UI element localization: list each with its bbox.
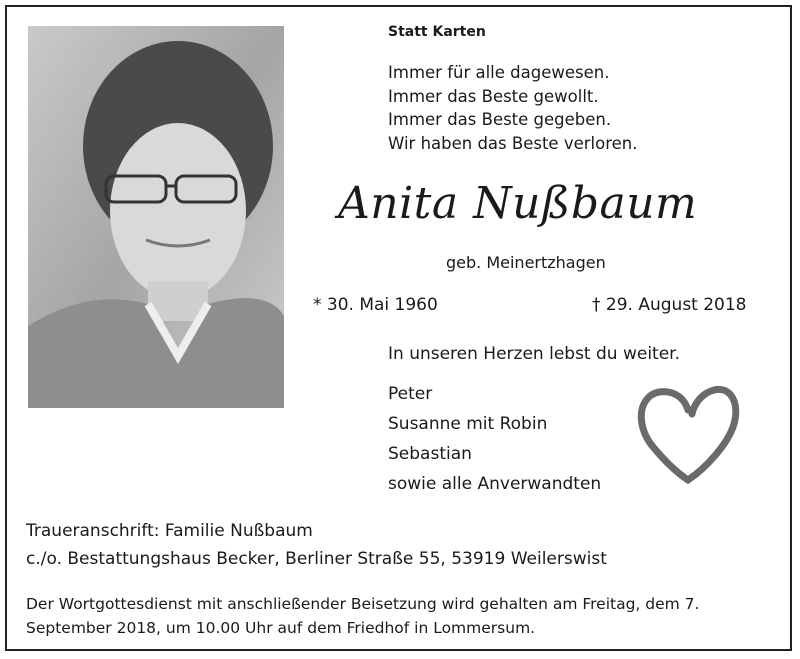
statt-karten-label: Statt Karten	[388, 24, 486, 40]
address-line: Traueranschrift: Familie Nußbaum	[26, 521, 313, 541]
heart-icon	[630, 380, 750, 489]
portrait-photo	[28, 26, 284, 408]
death-date: † 29. August 2018	[592, 295, 747, 315]
deceased-name: Anita Nußbaum	[338, 178, 698, 229]
remembrance-line: In unseren Herzen lebst du weiter.	[388, 344, 681, 364]
mourner: Sebastian	[388, 444, 472, 464]
poem-line: Immer das Beste gegeben.	[388, 110, 612, 129]
mourner: Susanne mit Robin	[388, 414, 548, 434]
mourning-address	[26, 517, 607, 573]
birth-name: geb. Meinertzhagen	[446, 253, 606, 272]
mourner: sowie alle Anverwandten	[388, 474, 602, 494]
poem-line: Wir haben das Beste verloren.	[388, 133, 638, 153]
poem	[388, 61, 637, 155]
address-line: c./o. Bestattungshaus Becker, Berliner Straße 55, 53919 Weilerswist	[26, 549, 607, 569]
mourner: Peter	[388, 384, 433, 404]
poem-line: Immer das Beste gewollt.	[388, 86, 599, 106]
poem-line: Immer für alle dagewesen.	[388, 63, 610, 82]
mourners-list	[388, 379, 601, 499]
birth-date: * 30. Mai 1960	[313, 295, 438, 315]
service-note: Der Wortgottesdienst mit anschließender Beisetzung wird gehalten am Freitag, dem 7. September 2018, um 10.00 Uhr auf dem Friedhof in Lommersum.	[26, 595, 700, 637]
